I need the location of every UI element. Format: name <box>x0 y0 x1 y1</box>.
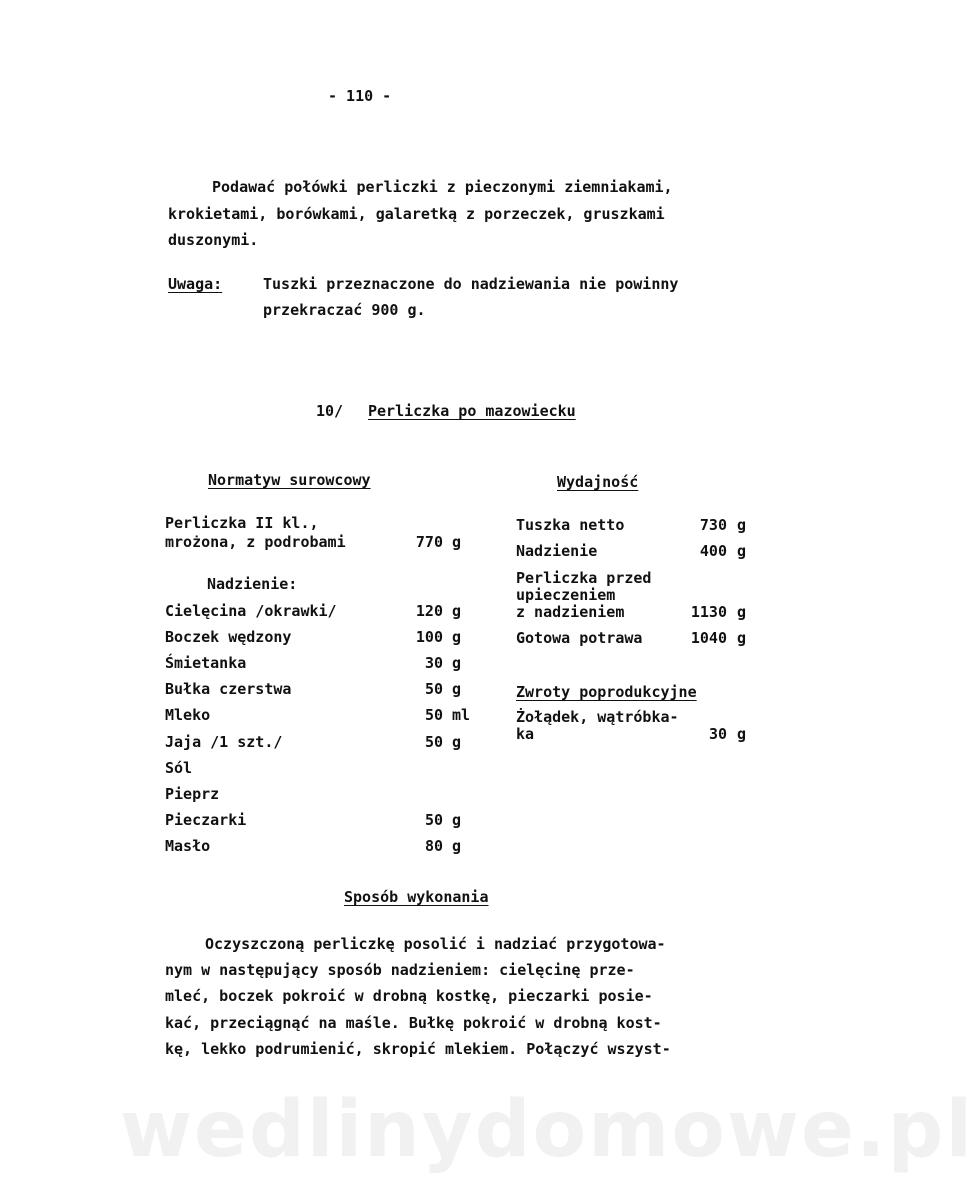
method-line: mleć, boczek pokroić w drobną kostkę, pieczarki posie- <box>165 987 653 1005</box>
raw-item-unit: g <box>452 602 462 620</box>
note-label: Uwaga: <box>168 275 223 293</box>
raw-materials-heading: Normatyw surowcowy <box>208 471 371 489</box>
raw-item-name: Sól <box>165 759 193 777</box>
returns-item-name: Żołądek, wątróbka- <box>516 708 679 726</box>
raw-item-qty: 50 <box>424 680 443 698</box>
yield-item-qty: 400 <box>699 542 727 560</box>
yield-item-unit: g <box>737 603 747 621</box>
returns-item-unit: g <box>737 725 747 743</box>
yield-item-name: Tuszka netto <box>516 516 625 534</box>
yield-item-name: Nadzienie <box>516 542 598 560</box>
raw-item-qty: 100 <box>415 628 443 646</box>
recipe-title: Perliczka po mazowiecku <box>368 402 576 420</box>
raw-item-name: Masło <box>165 837 211 855</box>
intro-line-2: krokietami, borówkami, galaretką z porzeczek, gruszkami <box>168 205 665 223</box>
yield-item-qty: 730 <box>699 516 727 534</box>
method-line: Oczyszczoną perliczkę posolić i nadziać przygotowa- <box>205 935 666 953</box>
yield-item-name: upieczeniem <box>516 586 616 604</box>
raw-item-qty: 50 <box>424 706 443 724</box>
raw-item-name: Bułka czerstwa <box>165 680 292 698</box>
returns-heading: Zwroty poprodukcyjne <box>516 683 697 701</box>
raw-item-qty: 30 <box>424 654 443 672</box>
yield-item-name: z nadzieniem <box>516 603 625 621</box>
main-item-line-2: mrożona, z podrobami <box>165 533 346 551</box>
raw-item-qty: 80 <box>424 837 443 855</box>
returns-item-qty: 30 <box>708 725 727 743</box>
raw-item-unit: g <box>452 628 462 646</box>
raw-item-name: Pieczarki <box>165 811 247 829</box>
raw-item-qty: 50 <box>424 733 443 751</box>
raw-item-unit: g <box>452 680 462 698</box>
raw-item-name: Jaja /1 szt./ <box>165 733 283 751</box>
raw-item-name: Śmietanka <box>165 654 247 672</box>
main-item-unit: g <box>452 533 462 551</box>
note-line-1: Tuszki przeznaczone do nadziewania nie powinny <box>263 275 679 293</box>
yield-item-unit: g <box>737 516 747 534</box>
note-line-2: przekraczać 900 g. <box>263 301 426 319</box>
raw-item-name: Boczek wędzony <box>165 628 292 646</box>
watermark: wedlinydomowe.pl <box>120 1085 974 1175</box>
stuffing-label: Nadzienie: <box>207 575 298 593</box>
method-line: nym w następujący sposób nadzieniem: cielęcinę prze- <box>165 961 635 979</box>
yield-item-unit: g <box>737 629 747 647</box>
raw-item-name: Mleko <box>165 706 211 724</box>
raw-item-name: Cielęcina /okrawki/ <box>165 602 337 620</box>
intro-line-1: Podawać połówki perliczki z pieczonymi ziemniakami, <box>212 178 673 196</box>
method-heading: Sposób wykonania <box>344 888 489 906</box>
yield-item-qty: 1040 <box>690 629 727 647</box>
yield-item-unit: g <box>737 542 747 560</box>
yield-item-qty: 1130 <box>690 603 727 621</box>
method-line: kać, przeciągnąć na maśle. Bułkę pokroić w drobną kost- <box>165 1014 662 1032</box>
intro-line-3: duszonymi. <box>168 231 259 249</box>
yield-item-name: Gotowa potrawa <box>516 629 643 647</box>
recipe-number: 10/ <box>316 402 344 420</box>
raw-item-unit: g <box>452 837 462 855</box>
raw-item-qty: 50 <box>424 811 443 829</box>
main-item-qty: 770 <box>415 533 443 551</box>
raw-item-unit: g <box>452 733 462 751</box>
raw-item-unit: ml <box>452 706 471 724</box>
method-line: kę, lekko podrumienić, skropić mlekiem. Połączyć wszyst- <box>165 1040 671 1058</box>
returns-item-name: ka <box>516 725 535 743</box>
yield-heading: Wydajność <box>557 473 639 491</box>
raw-item-name: Pieprz <box>165 785 220 803</box>
page-number: - 110 - <box>328 87 392 105</box>
main-item-line-1: Perliczka II kl., <box>165 514 319 532</box>
raw-item-unit: g <box>452 811 462 829</box>
yield-item-name: Perliczka przed <box>516 569 652 587</box>
raw-item-qty: 120 <box>415 602 443 620</box>
raw-item-unit: g <box>452 654 462 672</box>
